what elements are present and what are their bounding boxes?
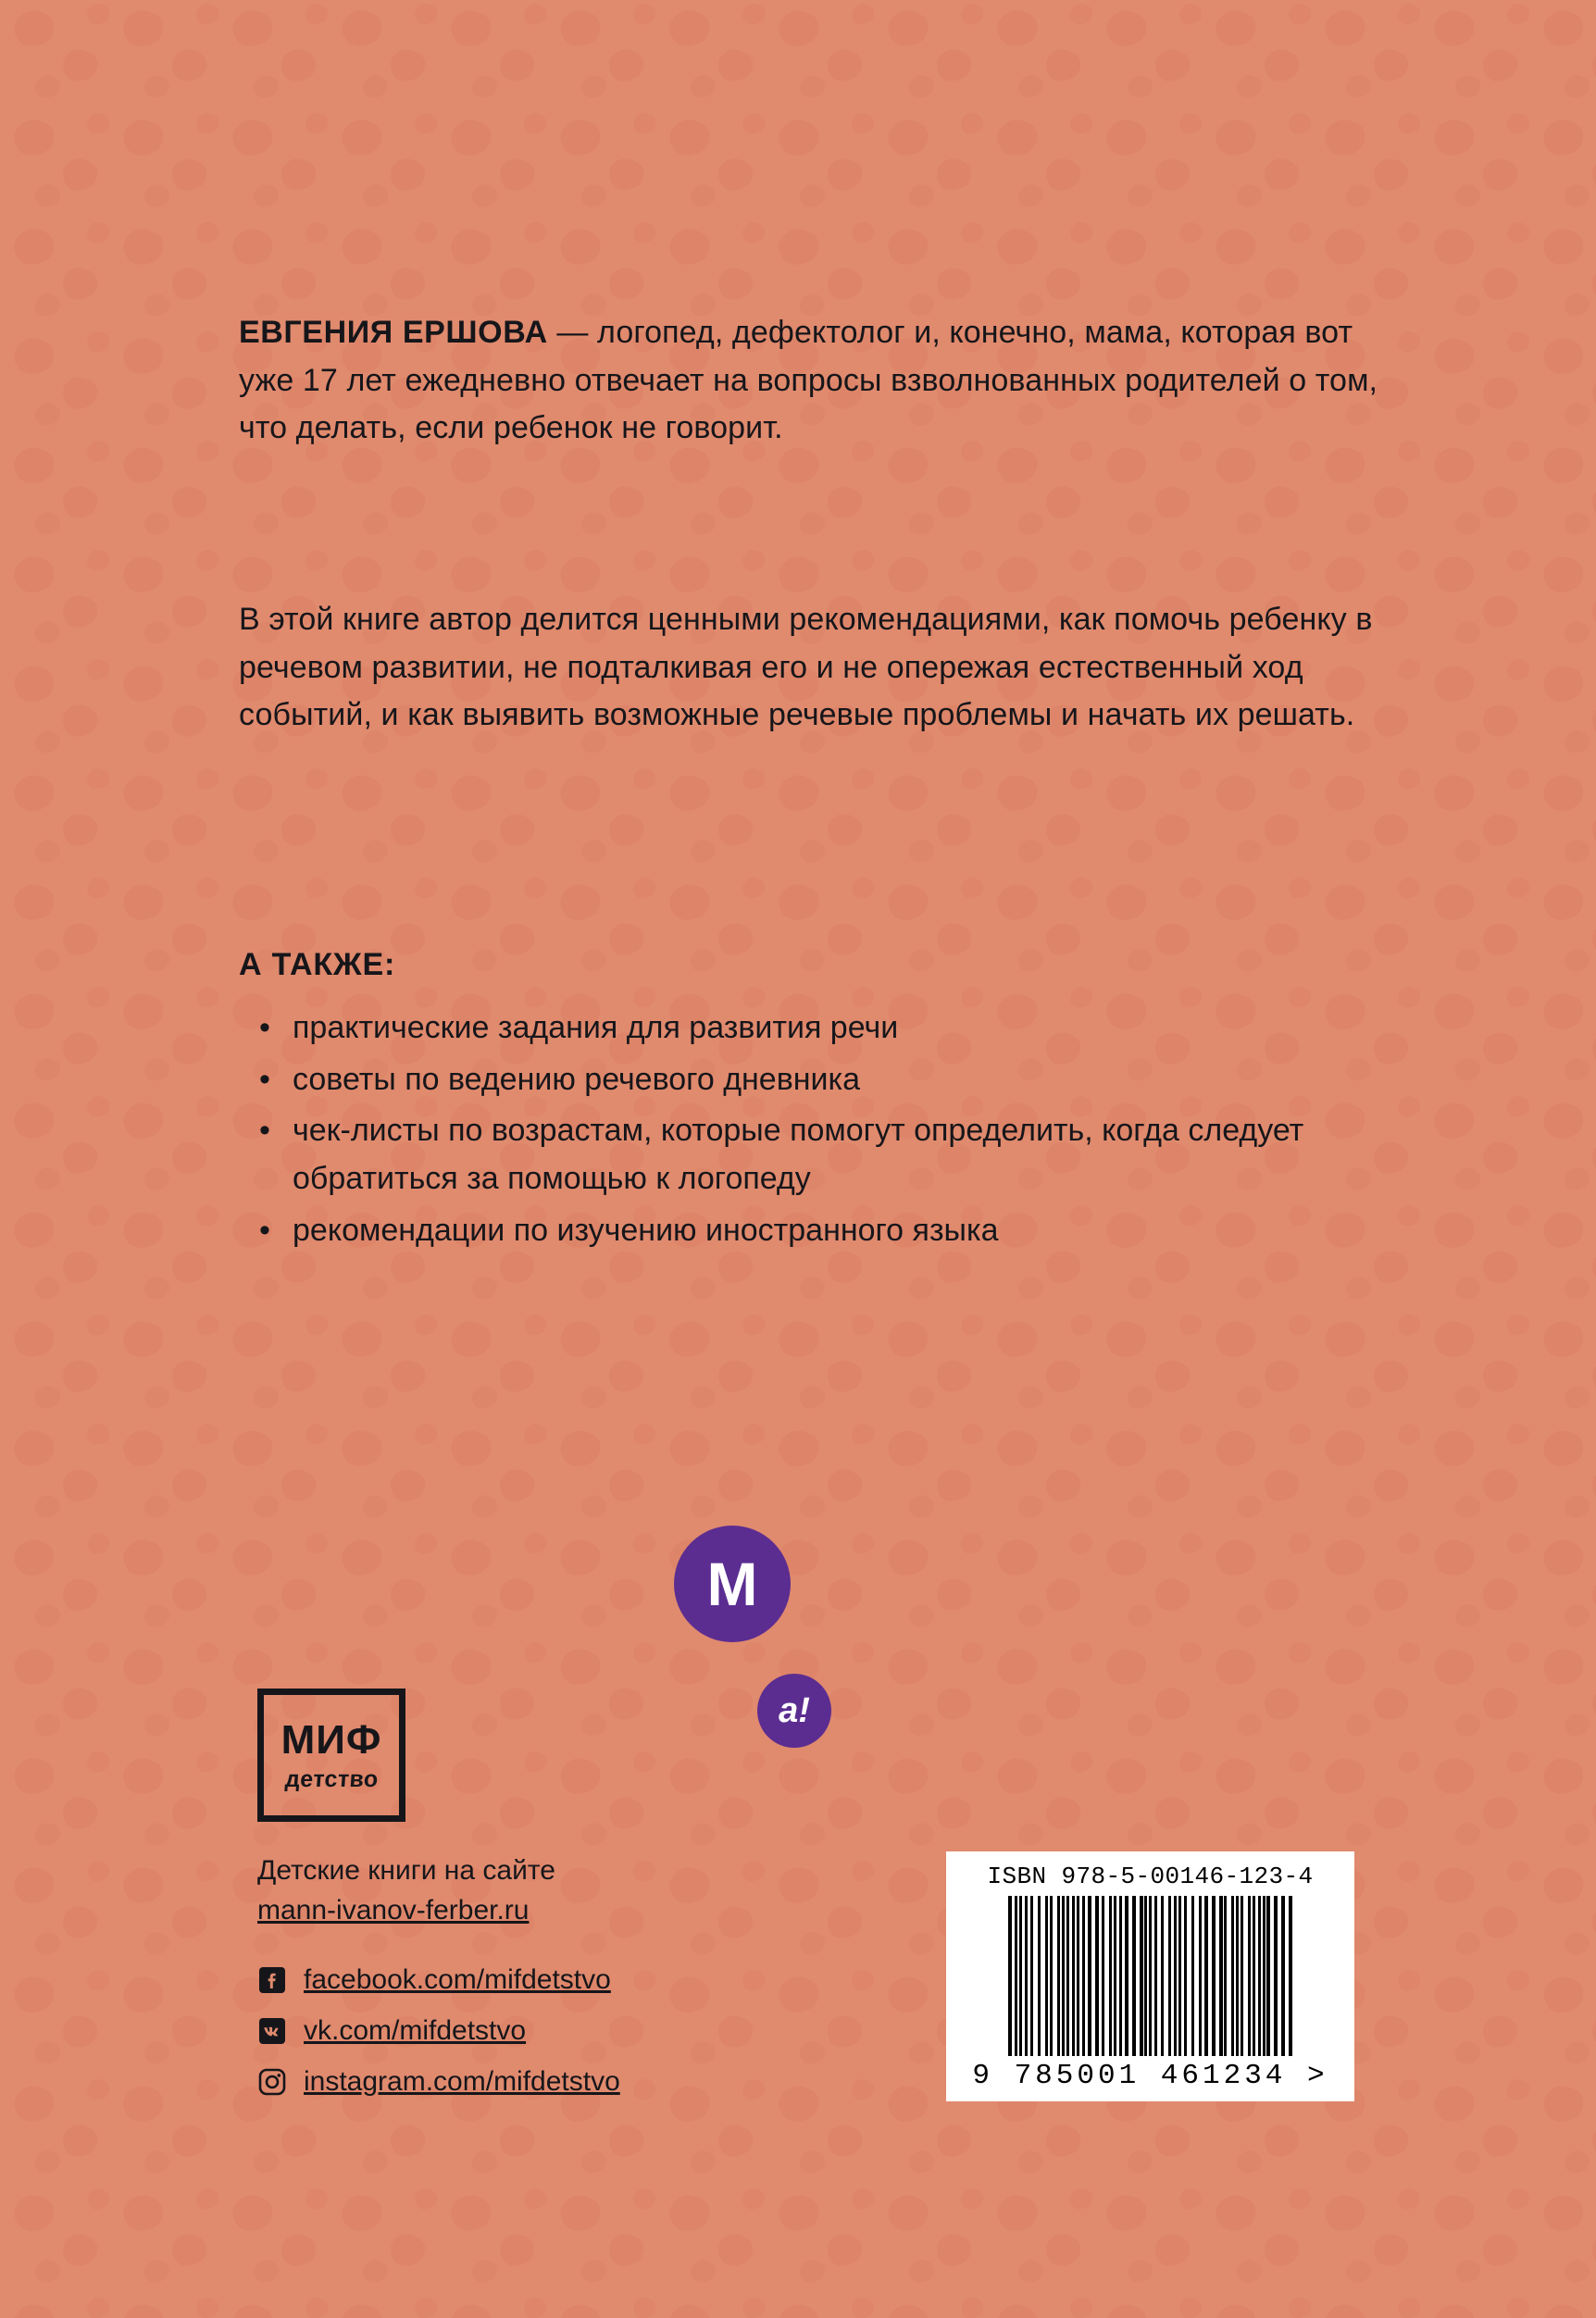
publisher-site-block	[257, 1851, 555, 1930]
author-blurb-text: — логопед, дефектолог и, конечно, мама, которая вот уже 17 лет ежедневно отвечает на вопросы взволнованных родителей о том, что делать, если ребенок не говорит.	[239, 315, 1378, 446]
list-item: • чек-листы по возрастам, которые помогут определить, когда следует обратиться за помощью к логопеду	[239, 1107, 1405, 1203]
social-link-facebook-label: facebook.com/mifdetstvo	[304, 1964, 611, 1995]
publisher-logo-bottom: детство	[283, 1765, 380, 1792]
mif-badge-a	[757, 1674, 831, 1748]
social-link-instagram[interactable]	[257, 2060, 620, 2104]
list-item: • практические задания для развития речи	[239, 1004, 1405, 1053]
also-heading: А ТАКЖЕ:	[239, 947, 396, 982]
site-url-link[interactable]: mann-ivanov-ferber.ru	[257, 1894, 530, 1925]
mif-badge-m	[674, 1526, 791, 1642]
instagram-icon	[257, 2067, 287, 2097]
social-link-facebook[interactable]	[257, 1958, 620, 2002]
social-links-list	[257, 1958, 620, 2111]
barcode-block	[946, 1851, 1354, 2101]
social-link-vk-label: vk.com/mifdetstvo	[304, 2015, 527, 2046]
vk-icon	[257, 2016, 287, 2046]
publisher-logo	[257, 1689, 405, 1822]
author-name: ЕВГЕНИЯ ЕРШОВА	[239, 315, 548, 350]
barcode-bars	[961, 1896, 1340, 2056]
facebook-icon	[257, 1965, 287, 1995]
site-caption: Детские книги на сайте	[257, 1855, 555, 1886]
author-blurb-paragraph	[239, 309, 1396, 453]
mif-badge-m-label: М	[706, 1550, 758, 1618]
publisher-logo-top: МИФ	[281, 1716, 382, 1763]
list-item: • рекомендации по изучению иностранного языка	[239, 1207, 1405, 1255]
mif-badge-a-label: а!	[779, 1691, 810, 1730]
social-link-vk[interactable]	[257, 2009, 620, 2053]
book-description-paragraph: В этой книге автор делится ценными рекомендациями, как помочь ребенку в речевом развитии, не подталкивая его и не опережая естественный ход событий, и как выявить возможные речевые проблемы и начать их решать.	[239, 602, 1373, 733]
social-link-instagram-label: instagram.com/mifdetstvo	[304, 2066, 620, 2097]
also-list	[239, 1004, 1405, 1258]
list-item: • советы по ведению речевого дневника	[239, 1056, 1405, 1104]
isbn-text: ISBN 978-5-00146-123-4	[987, 1863, 1314, 1890]
barcode-digits: 9 785001 461234 >	[972, 2060, 1328, 2092]
